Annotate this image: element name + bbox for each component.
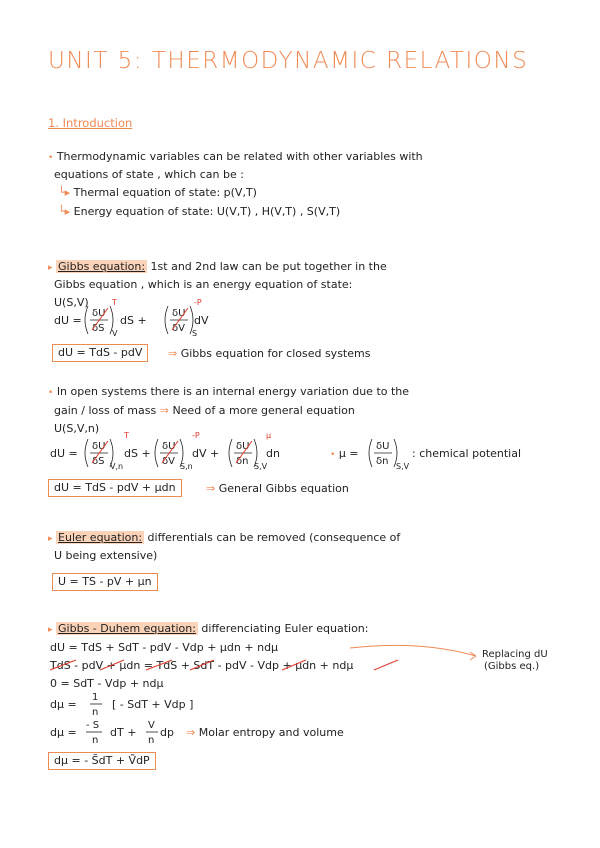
frac-den: δS (92, 323, 105, 334)
frac-num: 1 (92, 692, 99, 703)
frac-sub: S (192, 329, 198, 338)
frac-den: n (92, 707, 99, 718)
open-func: U(S,V,n) (54, 422, 100, 435)
loop-arrow-icon (350, 645, 476, 660)
intro-line-1: Thermodynamic variables can be related with other variables with (56, 150, 423, 163)
paren-right (254, 439, 257, 467)
strike-through (172, 308, 188, 330)
euler-desc-2: U being extensive) (54, 549, 158, 562)
strike-through (190, 660, 214, 670)
frac-den: n (92, 735, 99, 746)
mu-frac-den: δn (376, 456, 389, 467)
paren-right (110, 439, 113, 467)
gibbs-desc-rest: 1st and 2nd law can be put together in the (150, 260, 387, 273)
strike-through (282, 660, 306, 670)
over-mark: μ (266, 431, 272, 440)
gd-line-2: TdS - pdV + μdn = TdS + SdT - pdV - Vdp + μdn + ndμ (50, 659, 354, 672)
energy-eq-text: Energy equation of state: U(V,T) , H(V,T) , S(V,T) (73, 205, 341, 218)
gd-desc-rest: differenciating Euler equation: (201, 622, 369, 635)
paren-right (180, 439, 183, 467)
gibbs-boxed-note-text: Gibbs equation for closed systems (180, 347, 371, 360)
paren-left (369, 439, 372, 467)
frac-num: V (148, 720, 155, 731)
paren-left (85, 439, 88, 467)
gd-side-note-1: Replacing dU (482, 649, 548, 660)
arrow-right-icon: └▸ (58, 186, 71, 199)
strike-through (374, 660, 398, 670)
gibbs-eq-lhs: dU = (54, 314, 82, 327)
frac-sub: V,n (110, 462, 124, 471)
frac-num: δU (92, 441, 106, 452)
over-mark: -P (192, 431, 200, 440)
open-line-1-text: In open systems there is an internal energy variation due to the (56, 385, 410, 398)
euler-label: Euler equation: (58, 531, 143, 544)
paren-right (110, 306, 113, 334)
frac-sub: S,n (180, 462, 193, 471)
open-eq-lhs: dU = (50, 447, 78, 460)
mu-frac-num: δU (376, 441, 390, 452)
gd-line-3: 0 = SdT - Vdp + ndμ (50, 677, 164, 690)
gibbs-func: U(S,V) (54, 296, 89, 309)
euler-boxed-eq: U = TS - pV + μn (52, 573, 158, 591)
gd-line-4-lhs: dμ = (50, 698, 77, 711)
frac-den: δV (162, 456, 175, 467)
bullet-icon: ▸ (48, 263, 53, 273)
open-boxed-note-text: General Gibbs equation (218, 482, 349, 495)
gd-line-5-end: dp (160, 726, 174, 739)
frac-num: δU (172, 308, 186, 319)
gd-side-note-2: (Gibbs eq.) (484, 661, 540, 672)
bullet-icon: • (330, 450, 336, 460)
strike-through (92, 441, 108, 463)
gibbs-desc-2: Gibbs equation , which is an energy equation of state: (54, 278, 353, 291)
strike-through (236, 441, 252, 463)
strike-through (92, 308, 108, 330)
frac-sub: V (112, 329, 118, 338)
strike-through (100, 660, 124, 670)
arrow-right-icon: └▸ (58, 205, 71, 218)
over-mark: T (124, 431, 129, 440)
implies-arrow-icon: ⇒ (206, 482, 216, 495)
bullet-icon: • (48, 153, 54, 163)
frac-den: δS (92, 456, 105, 467)
section-heading-introduction: 1. Introduction (48, 116, 133, 130)
frac-num: δU (236, 441, 250, 452)
euler-desc-rest: differentials can be removed (consequence of (147, 531, 401, 544)
gibbs-label: Gibbs equation: (58, 260, 146, 273)
implies-arrow-icon: ⇒ (186, 726, 196, 739)
frac-sub: S,V (254, 462, 268, 471)
gd-label: Gibbs - Duhem equation: (58, 622, 196, 635)
paren-left (155, 439, 158, 467)
strike-through (162, 441, 178, 463)
over-mark: -P (194, 298, 202, 307)
open-line-2-text: gain / loss of mass (54, 404, 157, 417)
gd-line-5-note-text: Molar entropy and volume (198, 726, 344, 739)
open-term: dS + (124, 447, 151, 460)
mu-note: : chemical potential (412, 447, 522, 460)
paren-right (394, 439, 397, 467)
implies-arrow-icon: ⇒ (168, 347, 178, 360)
frac-num: δU (162, 441, 176, 452)
frac-den: n (148, 735, 155, 746)
gibbs-term: dV (194, 314, 209, 327)
bullet-icon: ▸ (48, 625, 53, 635)
gd-line-1: dU = TdS + SdT - pdV - Vdp + μdn + ndμ (50, 641, 279, 654)
gd-line-4-rest: [ - SdT + Vdp ] (112, 698, 194, 711)
bullet-icon: ▸ (48, 534, 53, 544)
bullet-icon: • (48, 388, 54, 398)
frac-den: δV (172, 323, 185, 334)
frac-num: - S (86, 720, 100, 731)
mu-def-lhs: μ = (338, 447, 359, 460)
paren-left (85, 306, 88, 334)
open-boxed-eq: dU = TdS - pdV + μdn (48, 479, 182, 497)
frac-den: δn (236, 456, 249, 467)
gd-boxed-eq: dμ = - S̃dT + ṼdP (48, 752, 156, 770)
intro-line-2: equations of state , which can be : (54, 168, 244, 181)
paren-left (229, 439, 232, 467)
gd-line-5-mid: dT + (110, 726, 137, 739)
gibbs-boxed-eq: dU = TdS - pdV (52, 344, 148, 362)
paren-left (165, 306, 168, 334)
page-title: UNIT 5: THERMODYNAMIC RELATIONS (48, 48, 529, 74)
implies-arrow-icon: ⇒ (159, 404, 169, 417)
strike-through (50, 660, 76, 670)
frac-num: δU (92, 308, 106, 319)
gd-line-5-lhs: dμ = (50, 726, 77, 739)
thermal-eq-text: Thermal equation of state: p(V,T) (73, 186, 257, 199)
paren-right (190, 306, 193, 334)
strike-through (146, 660, 172, 670)
open-term: dV + (192, 447, 220, 460)
open-line-2-note: Need of a more general equation (172, 404, 355, 417)
open-term: dn (266, 447, 280, 460)
gibbs-term: dS + (120, 314, 147, 327)
mu-frac-sub: S,V (396, 462, 410, 471)
over-mark: T (112, 298, 117, 307)
